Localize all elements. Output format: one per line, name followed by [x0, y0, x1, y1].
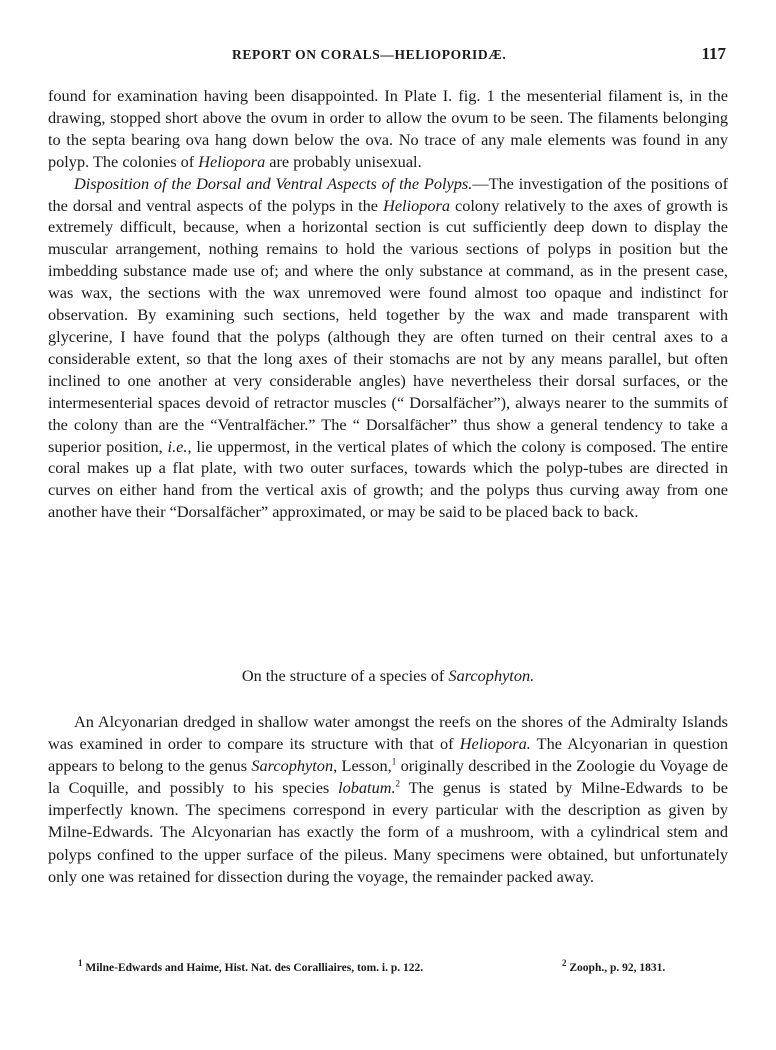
- paragraph-ova: found for examination having been disappointed. In Plate I. fig. 1 the mesenterial filament is, in the drawing, stopped short above the ovum in order to allow the ovum to be seen. The filaments belonging to the septa bearing ova hang down below the ova. No trace of any male elements was found in any polyp. The colonies of Heliopora are probably unisexual.: [48, 86, 728, 171]
- paragraph-sarcophyton: An Alcyonarian dredged in shallow water amongst the reefs on the shores of the Admiralty Islands was examined in order to compare its structure with that of Heliopora. The Alcyonarian in question appears to belong to the genus Sarcophyton, Lesson,$^1$ originally described in the Zoologie du Voyage de la Coquille, and possibly to his species lobatum.$^2$ The genus is stated by Milne-Edwards to be imperfectly known. The specimens correspond in every particular with the description as given by Milne-Edwards. The Alcyonarian has exactly the form of a mushroom, with a cylindrical stem and polyps confined to the upper surface of the pileus. Many specimens were obtained, but unfortunately only one was retained for dissection during the voyage, the remainder packed away.: [48, 712, 729, 886]
- footnotes: [0, 958, 776, 982]
- body-text: [48, 85, 728, 523]
- page-number: 117: [701, 44, 726, 63]
- footnote: $^1$ Milne-Edwards and Haime, Hist. Nat. des Coralliaires, tom. i. p. 122.: [78, 958, 424, 974]
- genus-name: Heliopora: [383, 195, 450, 215]
- genus-name: Heliopora: [198, 151, 266, 171]
- paragraph-disposition: Disposition of the Dorsal and Ventral Aspects of the Polyps.—The investigation of the positions of the dorsal and ventral aspects of the polyps in the Heliopora colony relatively to the axes of growth is extremely difficult, because, when a horizontal section is cut sufficiently deep down to display the muscular arrangement, nothing remains to hold the various sections of polyps in position but the imbedding substance made use of; and where the only substance at command, as in the present case, was wax, the sections with the wax unremoved were found almost too opaque and indistinct for observation. By examining such sections, held together by the wax and made transparent with glycerine, I have found that the polyps (although they are often turned on their central axes to a considerable extent, so that the long axes of their stomachs are not by any means parallel, but often inclined to one another at very considerable angles) have nevertheless their dorsal surfaces, or the intermesenterial spaces devoid of retractor muscles (“ Dorsalfächer”), always nearer to the summits of the colony than are the “Ventralfächer.” The “ Dorsalfächer” thus show a general tendency to take a superior position, i.e., lie uppermost, in the vertical plates of which the colony is composed. The entire coral makes up a flat plate, with two outer surfaces, towards which the polyp-tubes are directed in curves on either hand from the vertical axis of growth; and the polyps thus curving away from one another have their “Dorsalfächer” approximated, or may be said to be placed back to back.: [48, 173, 729, 522]
- section-heading: On the structure of a species of Sarcophyton.: [241, 666, 535, 685]
- genus-name: Heliopora.: [459, 734, 531, 754]
- species-name: lobatum.: [338, 778, 396, 798]
- running-title: REPORT ON CORALS—HELIOPORIDÆ.: [232, 47, 507, 62]
- footnote-ref: 1: [391, 756, 397, 767]
- page-header: [0, 44, 776, 68]
- genus-name: Sarcophyton,: [251, 756, 338, 776]
- section-title: Disposition of the Dorsal and Ventral Aspects of the Polyps.: [74, 173, 473, 193]
- abbreviation: i.e.: [167, 436, 188, 456]
- footnote-ref: 2: [395, 778, 401, 789]
- footnote: $^2$ Zooph., p. 92, 1831.: [562, 958, 666, 974]
- genus-name: Sarcophyton.: [448, 666, 535, 685]
